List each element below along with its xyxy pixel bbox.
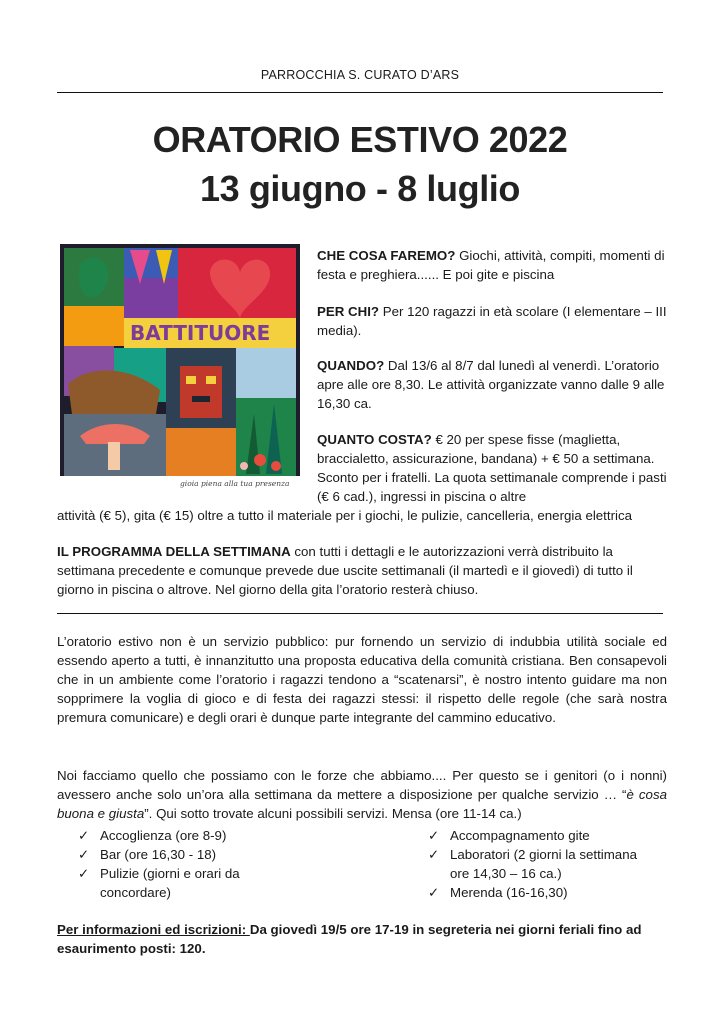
section-text: € 20 per spese fisse (maglietta, braccialetto, assicurazione, bandana) + € 50 a settimana. Sconto per i fratelli. La quota settimanale comprende i pasti (€ 6 cad.), ingressi in piscina o altre (317, 432, 667, 504)
body-text: Noi facciamo quello che possiamo con le forze che abbiamo.... Per questo se i genitori (o i nonni) avessero anche solo un’ora alla settimana da mettere a disposizione per qualche servizio … “ (57, 768, 667, 802)
body-paragraph-2 (57, 766, 667, 823)
artwork-word (130, 321, 270, 345)
list-item-text: Bar (ore 16,30 - 18) (100, 847, 217, 862)
section-weekly-program (57, 542, 667, 599)
footer-text: Da giovedì 19/5 ore 17-19 in segreteria nei giorni feriali fino ad esaurimento posti: 120. (57, 922, 642, 956)
date-range-title: 13 giugno - 8 luglio (200, 168, 520, 209)
check-icon: ✓ (78, 866, 90, 881)
list-item (428, 845, 678, 864)
check-icon: ✓ (428, 847, 440, 862)
section-text: con tutti i dettagli e le autorizzazioni verrà distribuito la settimana precedente e comunque prevede due uscite settimanali (il martedì e il giovedì) di tutto il giorno in piscina o altrove. Nel giorno della gita l’oratorio resterà chiuso. (57, 544, 633, 597)
body-text: ”. Qui sotto trovate alcuni possibili servizi. Mensa (ore 11-14 ca.) (144, 806, 522, 821)
section-label: QUANTO COSTA? (317, 432, 432, 447)
stained-glass-artwork (60, 244, 300, 490)
list-item-text: ore 14,30 – 16 ca.) (450, 866, 562, 881)
section-label: IL PROGRAMMA DELLA SETTIMANA (57, 544, 291, 559)
section-label: QUANDO? (317, 358, 385, 373)
list-item-text: concordare) (100, 885, 171, 900)
list-item (428, 883, 678, 902)
main-title: ORATORIO ESTIVO 2022 (152, 119, 568, 160)
parish-header: PARROCCHIA S. CURATO D’ARS (260, 68, 460, 82)
info-footer (57, 920, 667, 958)
artwork-caption (180, 479, 289, 488)
list-item-text: Accoglienza (ore 8-9) (100, 828, 227, 843)
section-label: PER CHI? (317, 304, 380, 319)
check-icon (78, 883, 100, 902)
list-item (428, 826, 678, 845)
list-item (78, 845, 338, 864)
list-item-text: Pulizie (giorni e orari da (100, 866, 240, 881)
section-text: Per 120 ragazzi in età scolare (I elementare – III media). (317, 304, 667, 338)
section-divider (57, 613, 663, 614)
check-icon (428, 864, 450, 883)
body-italic-text: è cosa buona e giusta (57, 787, 667, 821)
services-list-left (78, 826, 338, 902)
list-item-text: Merenda (16-16,30) (450, 885, 568, 900)
services-list-right (428, 826, 678, 902)
section-what-we-do (317, 246, 667, 284)
section-for-whom (317, 302, 667, 340)
section-when (317, 356, 667, 413)
header-divider (57, 92, 663, 93)
list-item-text: Accompagnamento gite (450, 828, 590, 843)
svg-text:BATTITUORE: BATTITUORE (130, 321, 271, 345)
section-label: CHE COSA FAREMO? (317, 248, 456, 263)
section-cost (317, 430, 667, 506)
check-icon: ✓ (428, 885, 440, 900)
list-item (78, 883, 338, 902)
list-item (78, 826, 338, 845)
list-item-text: Laboratori (2 giorni la settimana (450, 847, 637, 862)
body-paragraph-1: L’oratorio estivo non è un servizio pubblico: pur fornendo un servizio di indubbia utilità sociale ed essendo aperto a tutti, è innanzitutto una proposta educativa della comunità cristiana. Ben consapevoli che in un ambiente come l’oratorio i ragazzi tendono a “scatenarsi”, è nostro intento guidare ma non sopprimere la voglia di gioco e di festa dei ragazzi stessi: il rispetto delle regole (che sarà nostra premura comunicare) e degli orari è dunque parte integrante del cammino educativo. (57, 634, 667, 725)
footer-label: Per informazioni ed iscrizioni: (57, 922, 250, 937)
check-icon: ✓ (78, 828, 90, 843)
section-text: Giochi, attività, compiti, momenti di festa e preghiera...... E poi gite e piscina (317, 248, 665, 282)
list-item (428, 864, 678, 883)
check-icon: ✓ (78, 847, 90, 862)
check-icon: ✓ (428, 828, 440, 843)
section-text: Dal 13/6 al 8/7 dal lunedì al venerdì. L’oratorio apre alle ore 8,30. Le attività organizzate vanno dalle 9 alle 16,30 ca. (317, 358, 665, 411)
section-cost-continuation: attività (€ 5), gita (€ 15) oltre a tutto il materiale per i giochi, le pulizie, cancelleria, energia elettrica (57, 508, 632, 523)
list-item (78, 864, 338, 883)
svg-text:gioia piena alla tua presenza: gioia piena alla tua presenza (180, 479, 290, 488)
